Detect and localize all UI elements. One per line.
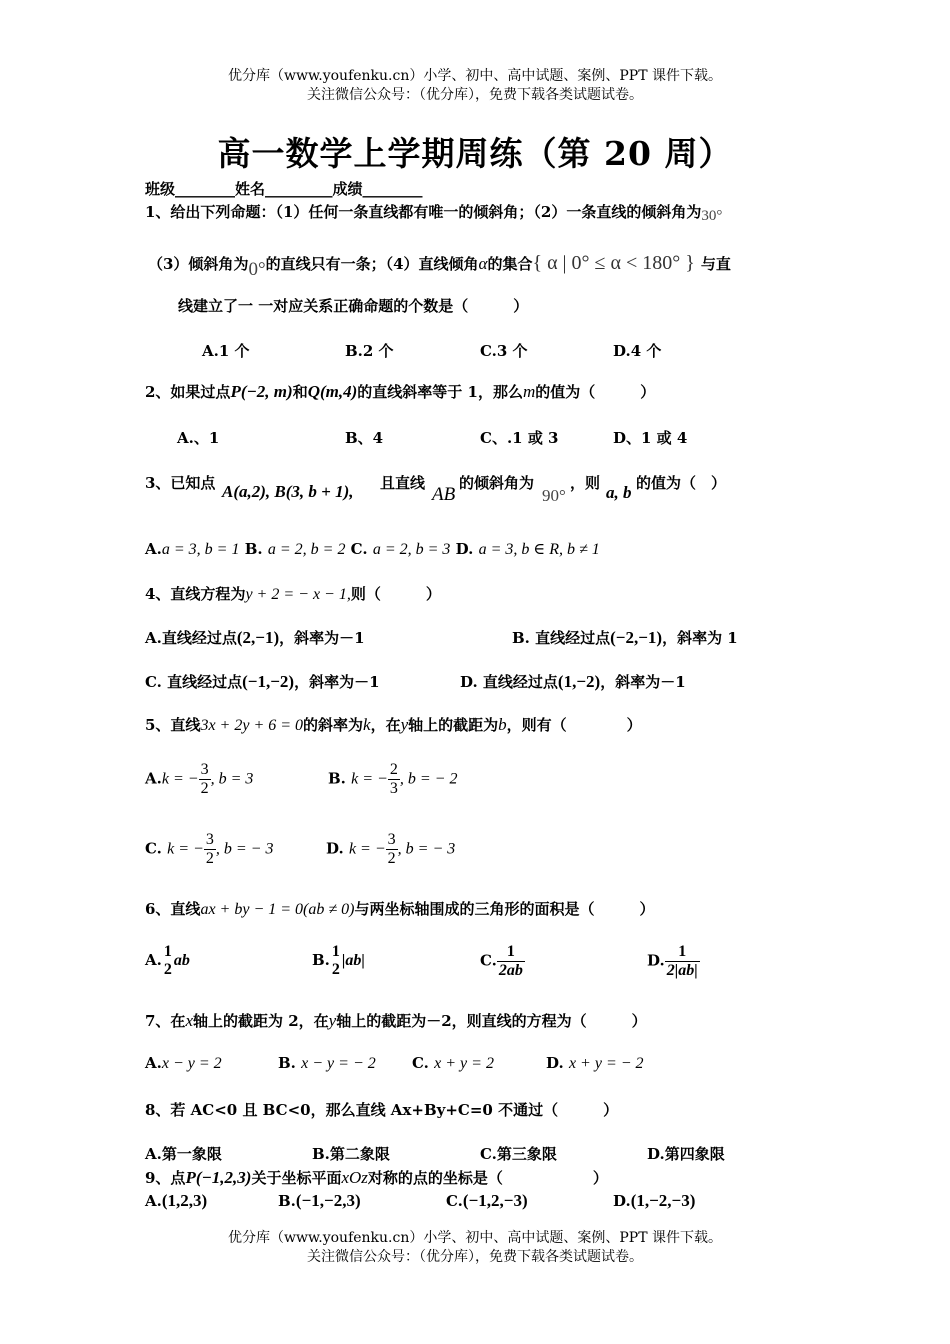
q7-option-a-label: A. [145, 1054, 162, 1072]
q5-option-a-pre: k = − [161, 770, 199, 788]
q3-option-d-label: D. [455, 540, 474, 558]
q4-point-c: (−1,−2) [242, 672, 295, 691]
fraction-denominator: 2ab [498, 962, 523, 979]
question-4-text-a: 4、直线方程为 [145, 585, 246, 603]
q6-option-a-label: A. [145, 951, 162, 969]
q6-option-c-fraction [497, 943, 525, 980]
question-5-text-b: 的斜率为 [303, 716, 364, 734]
question-5-text-a: 5、直线 [145, 716, 201, 734]
question-1-line-2 [148, 252, 731, 281]
q6-option-a-post: ab [173, 952, 190, 969]
q7-option-c-label: C. [412, 1054, 429, 1072]
q3-option-a-label: A. [145, 540, 162, 558]
q5-option-d-pre: k = − [348, 840, 386, 858]
q4-slope-c: ，斜率为－1 [294, 673, 380, 691]
q5-option-d-post: , b = − 3 [397, 840, 456, 858]
q7-option-a [145, 1054, 222, 1073]
q6-option-b [312, 943, 365, 979]
q4-option-c-label: C. 直线经过点 [145, 673, 243, 691]
alpha-symbol: α [478, 254, 488, 273]
q9-option-a-point: (1,2,3) [161, 1191, 208, 1210]
q6-option-d-fraction [665, 943, 700, 980]
q5-option-c-pre: k = − [167, 840, 204, 858]
q7-option-a-expr: x − y = 2 [161, 1055, 222, 1072]
q7-option-b [278, 1054, 376, 1073]
q5-option-c-fraction [204, 831, 216, 868]
question-9-text-c: 对称的点的坐标是（ ） [367, 1169, 608, 1187]
var-m: m [522, 382, 536, 401]
q9-option-b-label: B. [278, 1192, 296, 1210]
fraction-numerator: 3 [205, 831, 214, 848]
q2-option-d: D、1 或 4 [613, 429, 688, 447]
point-p: P(−2, m) [230, 382, 293, 401]
q9-option-c [446, 1191, 528, 1211]
fraction-numerator: 1 [163, 943, 172, 960]
q4-option-b [512, 627, 738, 648]
question-1-text-b: （3）倾斜角为 [148, 255, 249, 273]
student-info-line: 班级________姓名_________成绩________ [145, 180, 423, 198]
fraction-numerator: 1 [331, 943, 340, 960]
header-line-1: 优分库（www.youfenku.cn）小学、初中、高中试题、案例、PPT 课件下载。 [227, 68, 722, 84]
question-7-text-c: 轴上的截距为－2，则直线的方程为（ ） [336, 1012, 647, 1030]
q8-option-b: B.第二象限 [312, 1145, 390, 1163]
question-1-text-e: 与直 [700, 255, 731, 273]
line-ab: AB [432, 484, 456, 505]
question-7-text-a: 7、在 [145, 1012, 186, 1030]
question-9 [145, 1167, 608, 1188]
q7-option-c-expr: x + y = 2 [434, 1055, 494, 1072]
question-9-text-a: 9、点 [145, 1169, 186, 1187]
fraction-numerator: 1 [665, 943, 700, 962]
q4-option-c [145, 671, 380, 692]
fraction-denominator: 2 [387, 850, 396, 867]
fraction-numerator: 2 [389, 761, 398, 778]
question-1-text-a: 1、给出下列命题：（1）任何一条直线都有唯一的倾斜角；（2）一条直线的倾斜角为 [145, 203, 702, 221]
question-6-text-b: 与两坐标轴围成的三角形的面积是（ ） [354, 900, 655, 918]
q5-option-b-label: B. [328, 769, 346, 788]
q4-option-d-label: D. 直线经过点 [460, 673, 558, 691]
q4-point-a: (2,−1) [236, 628, 280, 647]
q5-option-c-post: , b = − 3 [215, 840, 274, 858]
question-5-text-d: 轴上的截距为 [408, 716, 499, 734]
q9-option-d-label: D. [613, 1192, 631, 1210]
q6-option-a [145, 943, 190, 979]
q4-point-d: (1,−2) [557, 672, 601, 691]
q9-option-d [613, 1191, 695, 1211]
question-3-text-e: 的值为（ ） [636, 474, 727, 492]
question-2 [145, 381, 655, 402]
header-line-2: 关注微信公众号：（优分库），免费下载各类试题试卷。 [307, 87, 643, 103]
q7-option-c [412, 1054, 494, 1073]
page-title: 高一数学上学期周练（第 20 周） [217, 134, 733, 173]
question-7-text-b: 轴上的截距为 2，在 [192, 1012, 329, 1030]
q6-option-b-fraction [330, 943, 342, 979]
q5-option-d [326, 831, 455, 868]
q3-option-c-label: C. [350, 540, 368, 558]
question-1-text-c: 的直线只有一条；（4）直线倾角 [265, 255, 479, 273]
var-b: b [498, 715, 507, 734]
question-5-text-c: ，在 [370, 716, 401, 734]
fraction-numerator: 3 [200, 761, 209, 778]
question-9-text-b: 关于坐标平面 [251, 1169, 342, 1187]
q5-option-b-post: , b = − 2 [399, 770, 458, 788]
q9-option-c-point: (−1,2,−3) [462, 1191, 528, 1210]
question-6 [145, 898, 654, 919]
q4-option-d [460, 671, 686, 692]
footer-line-2: 关注微信公众号：（优分库），免费下载各类试题试卷。 [307, 1249, 643, 1265]
var-y-7: y [328, 1011, 337, 1030]
q8-option-d: D.第四象限 [647, 1145, 725, 1163]
question-4-text-b: 则（ ） [350, 585, 441, 603]
question-8: 8、若 AC<0 且 BC<0，那么直线 Ax+By+C=0 不通过（ ） [145, 1101, 619, 1119]
angle-set: { α | 0° ≤ α < 180° } [532, 252, 695, 274]
q7-option-d-label: D. [546, 1054, 564, 1072]
question-3-text-b: 且直线 [380, 474, 426, 492]
q7-option-b-expr: x − y = − 2 [301, 1055, 376, 1072]
q5-option-b [328, 761, 457, 798]
q4-option-b-label: B. 直线经过点 [512, 629, 611, 647]
q6-option-a-fraction [162, 943, 174, 979]
question-1-line-3: 线建立了一 一对应关系正确命题的个数是（ ） [178, 297, 529, 315]
q6-option-c [480, 943, 525, 980]
q6-option-d [647, 943, 700, 980]
q2-option-c: C、.1 或 3 [480, 429, 559, 447]
question-5-text-e: ，则有（ ） [506, 716, 642, 734]
fraction-denominator: 2 [163, 961, 172, 978]
q7-option-b-label: B. [278, 1054, 296, 1072]
question-4 [145, 583, 441, 604]
q9-option-a [145, 1191, 207, 1211]
fraction-denominator: 2|ab| [666, 962, 698, 979]
q5-option-b-pre: k = − [351, 770, 388, 788]
question-1-line-1 [145, 201, 722, 225]
q3-option-b: a = 2, b = 2 [267, 541, 346, 558]
question-6-text-a: 6、直线 [145, 900, 201, 918]
q4-option-a-label: A.直线经过点 [145, 629, 237, 647]
equation-4: y + 2 = − x − 1, [245, 586, 351, 603]
q5-option-d-fraction [386, 831, 398, 868]
q4-slope-d: ，斜率为－1 [600, 673, 686, 691]
equation-5: 3x + 2y + 6 = 0 [200, 717, 304, 734]
q7-option-d [546, 1054, 644, 1073]
q5-option-b-fraction [388, 761, 400, 798]
question-2-text-b: 和 [292, 383, 308, 401]
q9-option-b [278, 1191, 361, 1211]
q4-slope-b: ，斜率为 1 [662, 629, 738, 647]
point-p-9: P(−1,2,3) [185, 1168, 252, 1187]
equation-6: ax + by − 1 = 0(ab ≠ 0) [200, 901, 355, 918]
angle-0: 0° [248, 259, 266, 280]
q3-options [145, 539, 600, 559]
q2-option-a: A.、1 [177, 429, 220, 447]
q1-option-a: A.1 个 [202, 342, 250, 360]
q5-option-c [145, 831, 273, 868]
q6-option-c-label: C. [480, 951, 497, 970]
question-5 [145, 714, 642, 735]
question-2-text-d: 的值为（ ） [535, 383, 656, 401]
q9-option-d-point: (1,−2,−3) [630, 1191, 696, 1210]
footer-line-1: 优分库（www.youfenku.cn）小学、初中、高中试题、案例、PPT 课件下载。 [227, 1230, 722, 1246]
q1-option-b: B.2 个 [345, 342, 394, 360]
fraction-denominator: 2 [205, 850, 214, 867]
q5-option-c-label: C. [145, 839, 162, 858]
question-3-text-c: 的倾斜角为 [459, 474, 535, 492]
fraction-denominator: 2 [200, 780, 209, 797]
q1-option-d: D.4 个 [613, 342, 662, 360]
fraction-numerator: 1 [497, 943, 525, 962]
q4-option-a [145, 627, 365, 648]
q5-option-a-post: , b = 3 [210, 770, 254, 788]
question-2-text-a: 2、如果过点 [145, 383, 231, 401]
q3-option-d: a = 3, b ∈ R, b ≠ 1 [478, 541, 600, 558]
var-k: k [363, 715, 371, 734]
angle-30: 30° [701, 208, 723, 224]
question-7 [145, 1010, 647, 1031]
q9-option-a-label: A. [145, 1192, 162, 1210]
q8-option-a: A.第一象限 [145, 1145, 222, 1163]
question-1-text-d: 的集合 [487, 255, 533, 273]
question-3-text-a: 3、已知点 [145, 474, 216, 492]
vars-a-b: a, b [606, 483, 632, 502]
point-q: Q(m,4) [307, 382, 358, 401]
q4-point-b: (−2,−1) [610, 628, 663, 647]
q6-option-b-post: |ab| [341, 952, 365, 969]
question-3-text-d: ，则 [570, 474, 601, 492]
q9-option-b-point: (−1,−2,3) [295, 1191, 361, 1210]
fraction-denominator: 3 [389, 780, 398, 797]
q6-option-d-label: D. [647, 951, 665, 970]
points-a-b: A(a,2), B(3, b + 1), [222, 482, 354, 501]
fraction-numerator: 3 [387, 831, 396, 848]
q3-option-c: a = 2, b = 3 [372, 541, 451, 558]
plane-xoz: xOz [341, 1168, 368, 1187]
fraction-denominator: 2 [331, 961, 340, 978]
q8-option-c: C.第三象限 [480, 1145, 557, 1163]
q7-option-d-expr: x + y = − 2 [568, 1055, 644, 1072]
q2-option-b: B、4 [345, 429, 384, 447]
q5-option-a-fraction [199, 761, 211, 798]
q3-option-a: a = 3, b = 1 [161, 541, 240, 558]
q5-option-d-label: D. [326, 839, 344, 858]
q3-option-b-label: B. [244, 540, 263, 558]
var-y: y [400, 715, 409, 734]
var-x: x [185, 1011, 193, 1030]
q4-slope-a: ，斜率为－1 [279, 629, 365, 647]
angle-90: 90° [542, 486, 566, 505]
q9-option-c-label: C. [446, 1192, 463, 1210]
q1-option-c: C.3 个 [480, 342, 528, 360]
q5-option-a-label: A. [145, 769, 162, 788]
q6-option-b-label: B. [312, 951, 330, 969]
q5-option-a [145, 761, 253, 798]
question-2-text-c: 的直线斜率等于 1，那么 [357, 383, 523, 401]
